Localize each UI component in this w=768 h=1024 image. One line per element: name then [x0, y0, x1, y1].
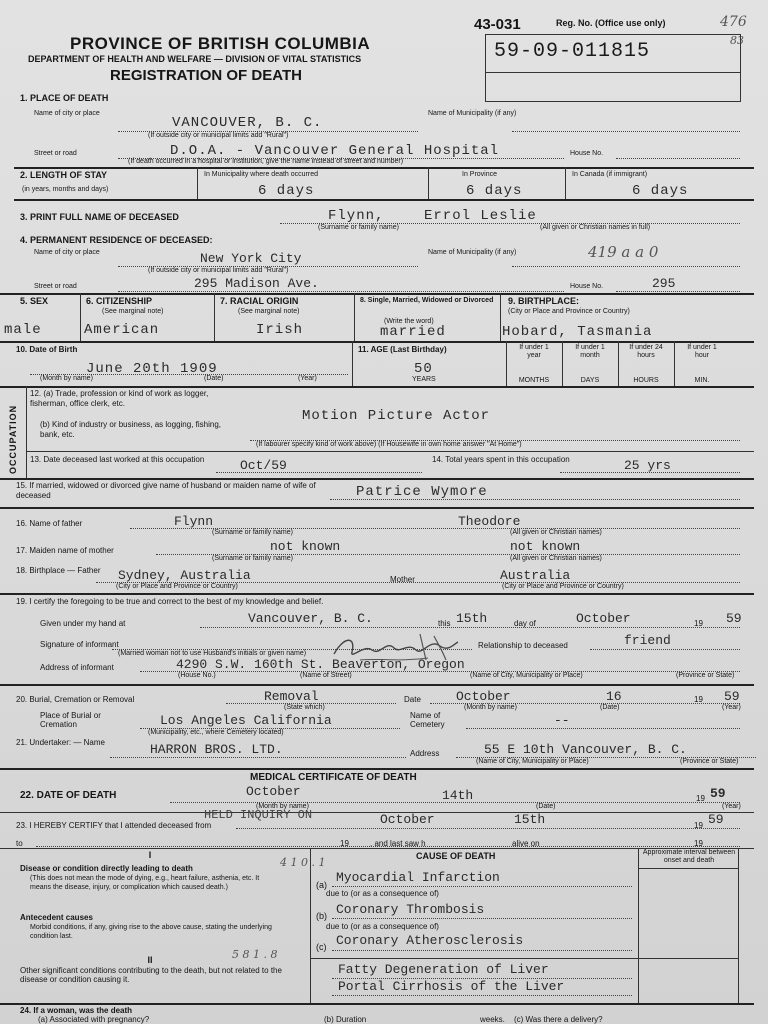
due-to-1: due to (or as a consequence of)	[326, 889, 439, 898]
attend-month: October	[380, 812, 435, 827]
racial-origin-label: 7. RACIAL ORIGIN	[220, 296, 299, 306]
given-day: 15th	[456, 611, 488, 626]
divider-13	[0, 848, 754, 849]
divider-14	[0, 1003, 754, 1005]
residence-street-label: Street or road	[34, 283, 77, 290]
prov-stay-value: 6 days	[466, 183, 523, 199]
informant-address-underline	[140, 671, 740, 672]
mother-birthplace: Australia	[500, 568, 571, 583]
residence-hand-note: 419 a a 0	[588, 243, 659, 261]
cemetery-value: --	[554, 713, 570, 728]
racial-origin-note: (See marginal note)	[238, 308, 300, 315]
antecedent-note: Morbid conditions, if any, giving rise to the above cause, stating the underlying condition last.	[30, 924, 272, 940]
birthplace-value: Hobard, Tasmania	[502, 324, 653, 340]
cause-a-value: Myocardial Infarction	[336, 870, 500, 885]
residence-house-underline	[616, 291, 740, 292]
sex-value: male	[4, 322, 42, 338]
certify-text: 19. I certify the foregoing to be true and correct to the best of my knowledge and belief.	[16, 597, 324, 606]
dob-date-note: (Date)	[204, 375, 224, 382]
under-1-month: If under 1 month	[575, 344, 605, 359]
reg-box-divider	[485, 72, 741, 73]
duration-label: (b) Duration	[324, 1015, 367, 1024]
undertaker-address: 55 E 10th Vancouver, B. C.	[484, 742, 687, 757]
under-1-year: If under 1 year	[519, 344, 549, 359]
last-worked-underline	[216, 472, 422, 473]
father-surname: Flynn	[174, 514, 214, 529]
min-label: MIN.	[694, 377, 710, 384]
reg-label: Reg. No. (Office use only)	[556, 18, 666, 28]
cause-b-value: Coronary Thrombosis	[336, 902, 485, 917]
attend-to-label: to	[16, 839, 23, 848]
undertaker-value: HARRON BROS. LTD.	[150, 742, 283, 757]
due-to-2: due to (or as a consequence of)	[326, 922, 439, 931]
pregnancy-label: (a) Associated with pregnancy?	[38, 1015, 150, 1024]
day-of-label: day of	[514, 619, 536, 628]
other-condition-2: Portal Cirrhosis of the Liver	[338, 979, 565, 994]
burial-date-note: (Date)	[600, 704, 620, 711]
last-worked-label: 13. Date deceased last worked at this occupation	[30, 455, 205, 464]
burial-date-label: Date	[404, 695, 421, 704]
antecedent-label: Antecedent causes	[20, 913, 93, 922]
residence-city-label: Name of city or place	[34, 249, 100, 256]
delivery-label: (c) Was there a delivery?	[514, 1015, 603, 1024]
disease-note: (This does not mean the mode of dying, e.g., heart failure, asthenia, etc. It means the disease, injury, or complication which caused death.)	[30, 875, 260, 891]
residence-house-no: 295	[652, 276, 676, 291]
years-occupation-label: 14. Total years spent in this occupation	[432, 455, 570, 464]
burial-month: October	[456, 689, 511, 704]
relationship-underline	[590, 649, 740, 650]
dob-month-note: (Month by name)	[40, 375, 93, 382]
burial-value: Removal	[264, 689, 319, 704]
attend-year: 59	[708, 812, 724, 827]
hospital-note: (If death occurred in a hospital or institution, give the name instead of street and number)	[128, 158, 404, 165]
this-label: this	[438, 619, 451, 628]
hand-code-1: 4 1 0 . 1	[280, 856, 326, 869]
given-note: (All given or Christian names in full)	[540, 224, 651, 231]
mother-given: not known	[510, 539, 581, 554]
attend-to-underline	[36, 846, 740, 847]
disease-label: Disease or condition directly leading to death	[20, 864, 193, 873]
date-of-death-label: 22. DATE OF DEATH	[20, 790, 117, 801]
residence-house-label: House No.	[570, 283, 604, 290]
prov-stay-label: In Province	[462, 171, 498, 178]
canada-stay-label: In Canada (if immigrant)	[572, 171, 648, 178]
residence-label: 4. PERMANENT RESIDENCE OF DECEASED:	[20, 235, 213, 245]
residence-muni-underline	[512, 266, 740, 267]
mother-surname: not known	[270, 539, 341, 554]
v-div	[500, 293, 501, 341]
sex-label: 5. SEX	[20, 296, 49, 306]
woman-label: 24. If a woman, was the death	[20, 1006, 133, 1015]
addr-province-note: (Province or State)	[676, 672, 735, 679]
given-place: Vancouver, B. C.	[248, 611, 373, 626]
street-label: Street or road	[34, 150, 77, 157]
residence-street: 295 Madison Ave.	[194, 276, 319, 291]
v-div	[310, 848, 311, 1004]
residence-city: New York City	[200, 251, 302, 266]
addr-street-note: (Name of Street)	[300, 672, 352, 679]
undertaker-address-label: Address	[410, 749, 440, 758]
under-24-hours: If under 24 hours	[629, 344, 663, 359]
canada-stay-value: 6 days	[632, 183, 689, 199]
deceased-surname: Flynn,	[328, 208, 385, 224]
burial-year: 59	[724, 689, 740, 704]
signature-label: Signature of informant	[40, 640, 119, 649]
interval-label: Approximate interval between onset and death	[642, 849, 736, 864]
mother-bp-label: Mother	[390, 575, 415, 584]
father-label: 16. Name of father	[16, 519, 83, 528]
informant-address: 4290 S.W. 160th St. Beaverton, Oregon	[176, 657, 465, 672]
occupation-note: (If labourer specify kind of work above) (If Housewife in own home answer "At Home")	[256, 441, 522, 448]
v-div	[354, 293, 355, 341]
divider-6	[26, 451, 754, 452]
father-given-note: (All given or Christian names)	[510, 529, 602, 536]
under-1-hour: If under 1 hour	[687, 344, 717, 359]
marital-status-label: 8. Single, Married, Widowed or Divorced	[360, 297, 494, 304]
given-underline	[200, 627, 740, 628]
v-div	[352, 341, 353, 386]
age-years: YEARS	[412, 376, 436, 383]
rural-note-1: (If outside city or municipal limits add "Rural")	[148, 132, 289, 139]
cause-a-label: (a)	[316, 880, 327, 890]
form-title: REGISTRATION OF DEATH	[110, 67, 302, 84]
burial-month-note: (Month by name)	[464, 704, 517, 711]
addr-city-note: (Name of City, Municipality or Place)	[470, 672, 583, 679]
occupation-value: Motion Picture Actor	[302, 408, 491, 424]
months-label: MONTHS	[518, 377, 550, 384]
death-date-note: (Date)	[536, 803, 556, 810]
divider-8	[0, 507, 754, 509]
form-number: 43-031	[474, 16, 521, 33]
v-div	[638, 848, 639, 1004]
burial-state-note: (State which)	[284, 704, 325, 711]
hand-number-2: 83	[730, 34, 744, 47]
spouse-label: 15. If married, widowed or divorced give name of husband or maiden name of wife of deceased	[16, 481, 316, 500]
relationship-label: Relationship to deceased	[478, 641, 568, 650]
citizenship-value: American	[84, 322, 160, 338]
informant-address-label: Address of informant	[40, 663, 114, 672]
dob-value: June 20th 1909	[86, 361, 218, 377]
hand-number-1: 476	[720, 14, 747, 30]
inquiry-stamp: HELD INQUIRY ON	[204, 808, 313, 822]
divider-11	[0, 768, 754, 770]
death-month: October	[246, 784, 301, 799]
alive-on-label: alive on	[512, 839, 540, 848]
burial-century: 19	[694, 695, 703, 704]
cause-c-underline	[332, 950, 632, 951]
attend-label: 23. I HEREBY CERTIFY that I attended deceased from	[16, 821, 212, 830]
place-of-burial-label: Place of Burial or Cremation	[40, 711, 101, 729]
length-of-stay-label: 2. LENGTH OF STAY	[20, 170, 108, 180]
occupation-b-label: (b) Kind of industry or business, as logging, fishing, bank, etc.	[40, 420, 221, 439]
undertaker-label: 21. Undertaker: — Name	[16, 738, 105, 747]
last-saw-label: , and last saw h	[370, 839, 426, 848]
province-title: PROVINCE OF BRITISH COLUMBIA	[70, 34, 371, 53]
surname-note: (Surname or family name)	[318, 224, 399, 231]
given-hand-label: Given under my hand at	[40, 619, 126, 628]
place-of-burial-note: (Municipality, etc., where Cemetery located)	[148, 729, 284, 736]
other-2-underline	[332, 995, 632, 996]
v-div	[738, 848, 739, 1004]
v-div	[197, 167, 198, 199]
death-month-note: (Month by name)	[256, 803, 309, 810]
father-bp-note: (City or Place and Province or Country)	[116, 583, 238, 590]
relationship-value: friend	[624, 633, 671, 648]
birthplace-note: (City or Place and Province or Country)	[508, 308, 630, 315]
last-worked-value: Oct/59	[240, 458, 287, 473]
death-century: 19	[696, 794, 705, 803]
rural-note-2: (If outside city or municipal limits add "Rural")	[148, 267, 289, 274]
v-div	[428, 167, 429, 199]
father-birthplace: Sydney, Australia	[118, 568, 251, 583]
years-occupation-underline	[560, 472, 740, 473]
burial-day: 16	[606, 689, 622, 704]
house-no-label: House No.	[570, 150, 604, 157]
divider-3	[0, 293, 754, 295]
medical-certificate-title: MEDICAL CERTIFICATE OF DEATH	[250, 772, 417, 783]
age-label: 11. AGE (Last Birthday)	[358, 345, 447, 354]
burial-year-note: (Year)	[722, 704, 741, 711]
length-of-stay-sub: (in years, months and days)	[22, 186, 109, 193]
divider-10	[0, 684, 754, 686]
citizenship-note: (See marginal note)	[102, 308, 164, 315]
municipality-underline	[512, 131, 740, 132]
v-div	[26, 386, 27, 478]
mother-label: 17. Maiden name of mother	[16, 546, 114, 555]
addr-house-note: (House No.)	[178, 672, 216, 679]
cause-of-death-title: CAUSE OF DEATH	[416, 851, 496, 861]
place-of-burial-value: Los Angeles California	[160, 713, 332, 728]
days-label: DAYS	[580, 377, 600, 384]
cemetery-underline	[466, 728, 740, 729]
other-condition-1: Fatty Degeneration of Liver	[338, 962, 549, 977]
mother-given-note: (All given or Christian names)	[510, 555, 602, 562]
cause-c-value: Coronary Atherosclerosis	[336, 933, 524, 948]
part-ii-divider	[310, 958, 738, 959]
city-label: Name of city or place	[34, 110, 100, 117]
death-day: 14th	[442, 788, 474, 803]
years-occupation-value: 25 yrs	[624, 458, 671, 473]
mother-surname-note: (Surname or family name)	[212, 555, 293, 562]
residence-street-underline	[118, 291, 564, 292]
given-century: 19	[694, 619, 703, 628]
marital-status-value: married	[380, 324, 446, 340]
place-of-death-street: D.O.A. - Vancouver General Hospital	[170, 143, 500, 159]
v-div	[80, 293, 81, 341]
attend-century: 19	[694, 821, 703, 830]
marital-status-note: (Write the word)	[384, 318, 434, 325]
cause-b-underline	[332, 918, 632, 919]
divider-2	[14, 199, 754, 201]
interval-divider	[638, 868, 738, 869]
divider-4	[0, 341, 754, 343]
attend-to-century: 19	[340, 839, 349, 848]
cause-a-underline	[332, 886, 632, 887]
hand-code-2: 5 8 1 . 8	[232, 948, 278, 961]
dob-year-note: (Year)	[298, 375, 317, 382]
part-i-label: I	[148, 850, 152, 860]
undertaker-province-note: (Province or State)	[680, 758, 739, 765]
weeks-label: weeks.	[480, 1015, 505, 1024]
divider-5	[0, 386, 754, 388]
hours-label: HOURS	[633, 377, 659, 384]
cemetery-label: Name of Cemetery	[410, 711, 445, 729]
occupation-vertical-label: OCCUPATION	[8, 404, 18, 474]
birthplace-label: 9. BIRTHPLACE:	[508, 296, 580, 306]
citizenship-label: 6. CITIZENSHIP	[86, 296, 153, 306]
death-year: 59	[710, 786, 726, 801]
cause-b-label: (b)	[316, 911, 327, 921]
v-div	[565, 167, 566, 199]
spouse-value: Patrice Wymore	[356, 484, 488, 500]
reg-number: 59-09-011815	[494, 40, 651, 63]
age-value: 50	[414, 361, 433, 377]
house-no-underline	[616, 158, 740, 159]
attend-day: 15th	[514, 812, 546, 827]
divider-1	[14, 167, 754, 169]
cause-c-label: (c)	[316, 942, 327, 952]
place-of-death-label: 1. PLACE OF DEATH	[20, 93, 109, 103]
undertaker-city-note: (Name of City, Municipality or Place)	[476, 758, 589, 765]
deceased-name-label: 3. PRINT FULL NAME OF DECEASED	[20, 212, 179, 222]
place-of-death-city: VANCOUVER, B. C.	[172, 115, 323, 131]
father-given: Theodore	[458, 514, 521, 529]
signature-note: (Married woman not to use Husband's initials or given name)	[118, 650, 307, 657]
divider-12	[0, 812, 754, 813]
attend-underline	[236, 828, 740, 829]
occupation-a-label: 12. (a) Trade, profession or kind of work as logger, fisherman, office clerk, etc.	[30, 389, 209, 408]
alive-century: 19	[694, 839, 703, 848]
residence-muni-label: Name of Municipality (if any)	[428, 249, 517, 256]
part-ii-label: II	[147, 955, 153, 965]
undertaker-underline	[110, 757, 406, 758]
deceased-given-names: Errol Leslie	[424, 208, 537, 224]
parents-birthplace-label: 18. Birthplace — Father	[16, 566, 101, 575]
father-surname-note: (Surname or family name)	[212, 529, 293, 536]
divider-9	[0, 593, 754, 595]
given-month: October	[576, 611, 631, 626]
dob-label: 10. Date of Birth	[16, 345, 78, 354]
v-div	[214, 293, 215, 341]
other-conditions-label: Other significant conditions contributing to the death, but not related to the disease or condition causing it.	[20, 966, 282, 984]
given-year: 59	[726, 611, 742, 626]
burial-label: 20. Burial, Cremation or Removal	[16, 695, 135, 704]
divider-7	[0, 478, 754, 480]
mother-bp-note: (City or Place and Province or Country)	[502, 583, 624, 590]
signature-underline	[112, 649, 472, 650]
spouse-underline	[330, 499, 740, 500]
muni-stay-value: 6 days	[258, 183, 315, 199]
muni-stay-label: In Municipality where death occurred	[204, 171, 319, 178]
racial-origin-value: Irish	[256, 322, 304, 338]
municipality-label: Name of Municipality (if any)	[428, 110, 517, 117]
death-year-note: (Year)	[722, 803, 741, 810]
department-title: DEPARTMENT OF HEALTH AND WELFARE — DIVISION OF VITAL STATISTICS	[28, 54, 362, 64]
